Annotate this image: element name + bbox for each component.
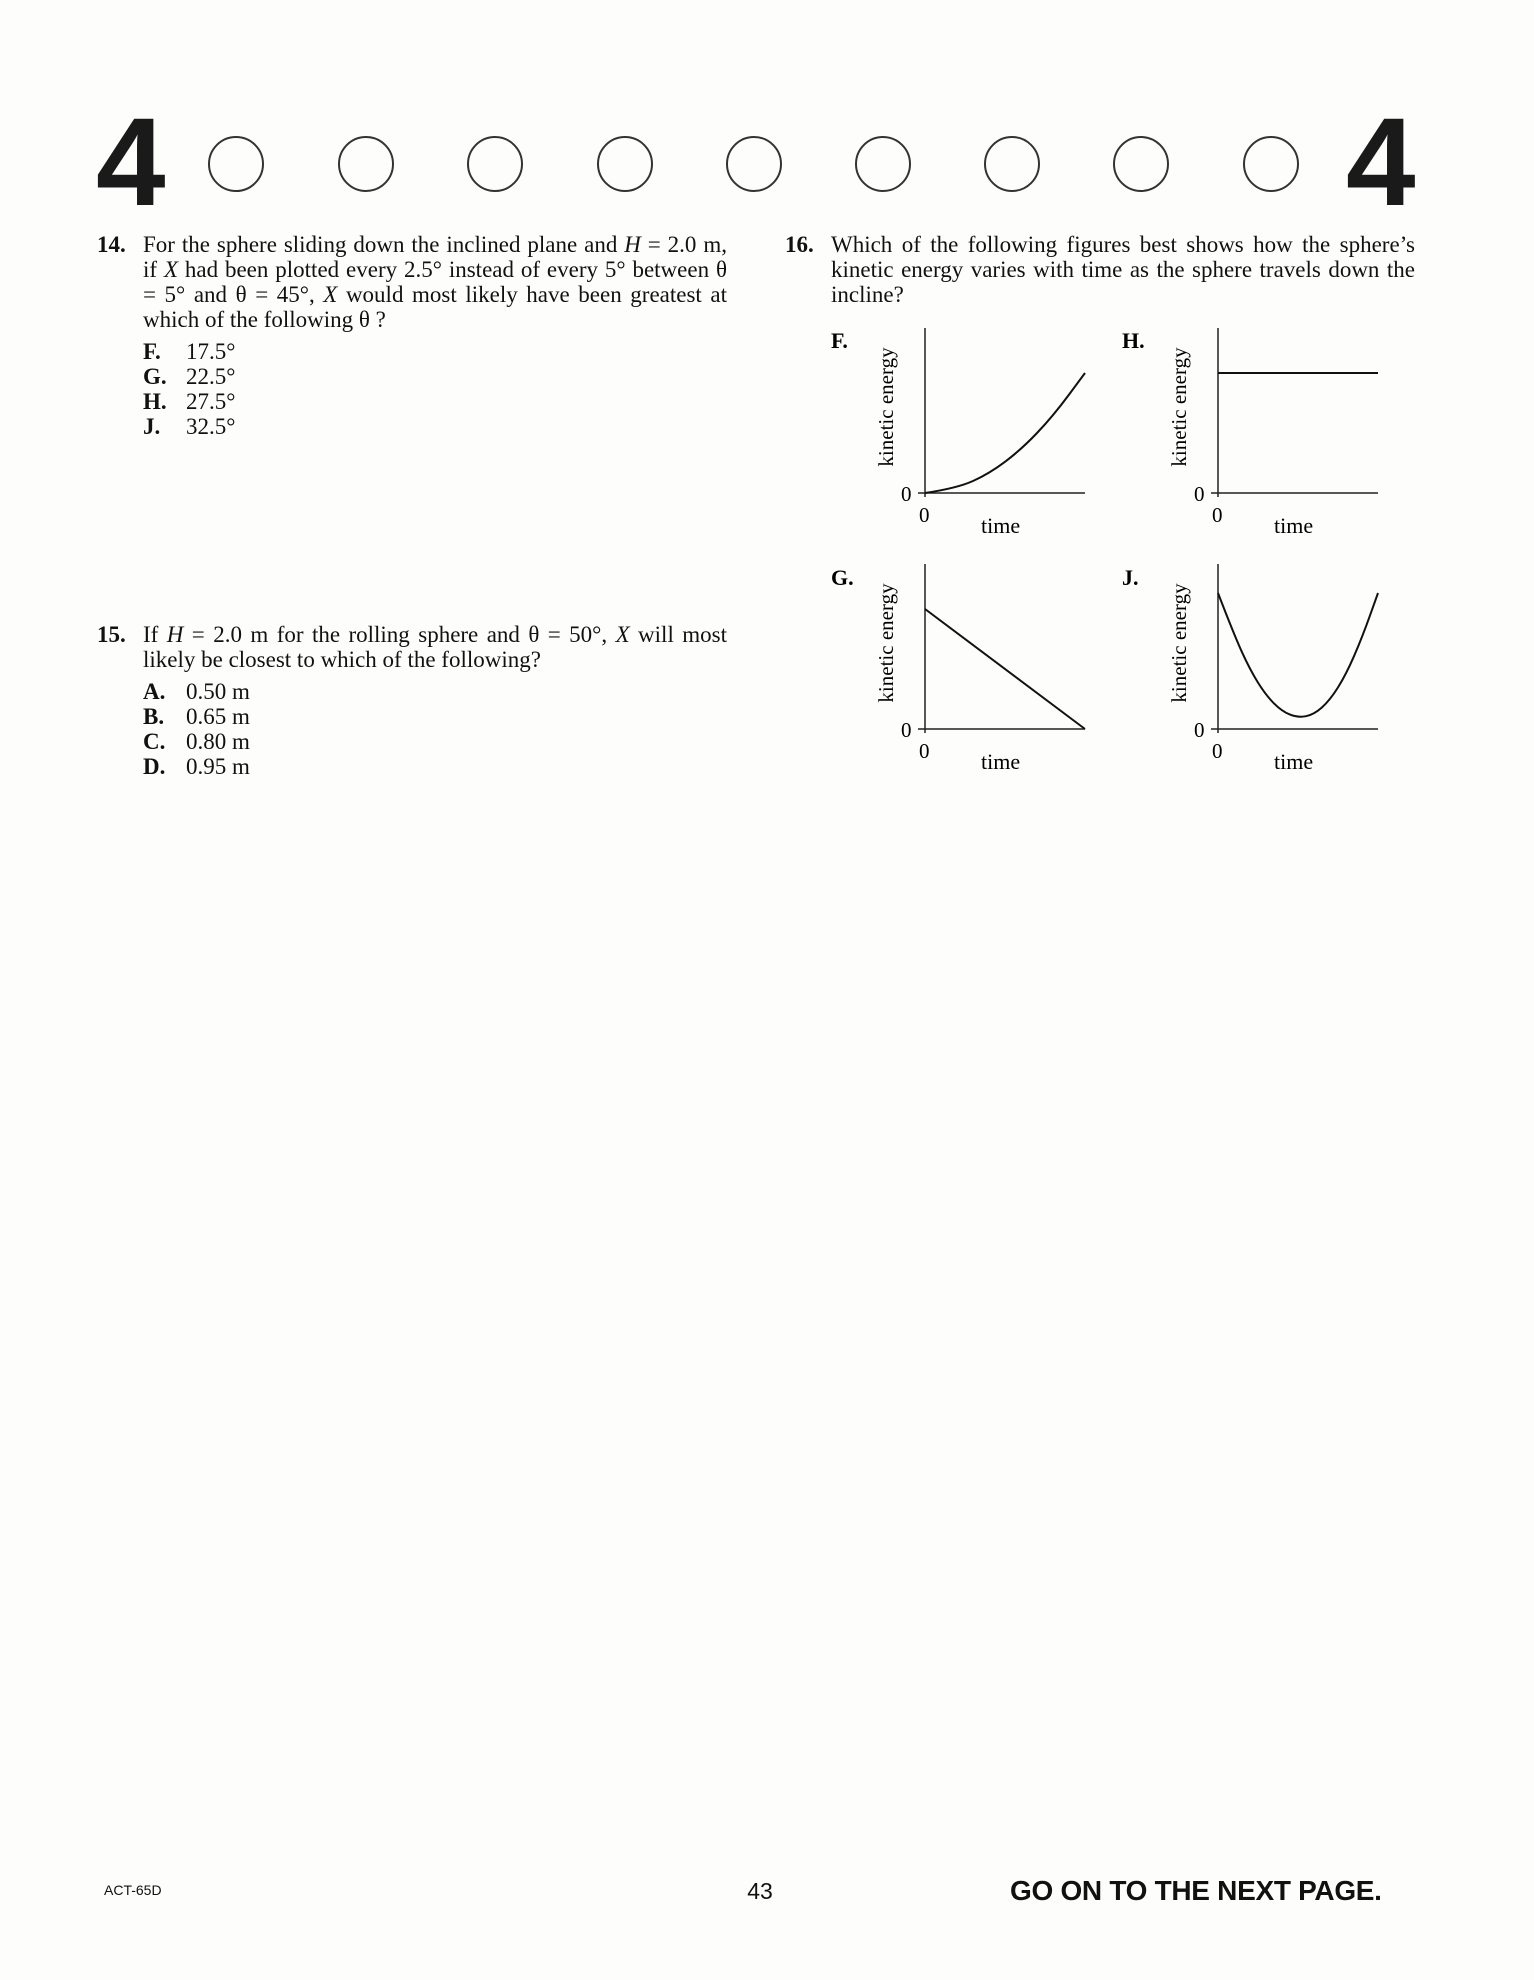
question-number: 16. xyxy=(785,232,814,257)
answer-graph-h[interactable] xyxy=(1122,328,1378,538)
x-axis-label: time xyxy=(981,513,1021,538)
section-number-right: 4 xyxy=(1346,93,1416,232)
x-origin-label: 0 xyxy=(919,739,930,763)
option-text: 17.5° xyxy=(186,339,236,364)
option-text: 32.5° xyxy=(186,414,236,439)
option-letter: C. xyxy=(143,729,166,754)
option-letter: A. xyxy=(143,679,166,704)
option-text: 22.5° xyxy=(186,364,236,389)
x-axis-label: time xyxy=(981,749,1021,774)
x-origin-label: 0 xyxy=(1212,739,1223,763)
option-text: 27.5° xyxy=(186,389,236,414)
x-origin-label: 0 xyxy=(919,503,930,527)
graph-option-letter: F. xyxy=(831,328,848,353)
go-to-next-page-text: GO ON TO THE NEXT PAGE. xyxy=(1010,1875,1382,1906)
option-text: 0.95 m xyxy=(186,754,250,779)
option-letter: G. xyxy=(143,364,167,389)
option-text: 0.80 m xyxy=(186,729,250,754)
option-letter: D. xyxy=(143,754,166,779)
data-line xyxy=(925,609,1085,729)
question-number: 15. xyxy=(97,622,126,647)
answer-graph-g[interactable] xyxy=(831,564,1085,774)
option-letter: J. xyxy=(143,414,161,439)
option-letter: B. xyxy=(143,704,165,729)
graph-option-letter: G. xyxy=(831,565,854,590)
answer-graph-j[interactable] xyxy=(1122,564,1378,774)
y-origin-label: 0 xyxy=(1194,718,1205,742)
option-letter: H. xyxy=(143,389,167,414)
question-number: 14. xyxy=(97,232,126,257)
graph-option-letter: J. xyxy=(1122,565,1139,590)
data-line xyxy=(1218,593,1378,717)
x-origin-label: 0 xyxy=(1212,503,1223,527)
y-origin-label: 0 xyxy=(901,718,912,742)
option-letter: F. xyxy=(143,339,161,364)
y-origin-label: 0 xyxy=(1194,482,1205,506)
y-axis-label: kinetic energy xyxy=(874,583,898,703)
y-axis-label: kinetic energy xyxy=(1167,583,1191,703)
y-axis-label: kinetic energy xyxy=(874,347,898,467)
y-axis-label: kinetic energy xyxy=(1167,347,1191,467)
test-form-code: ACT-65D xyxy=(104,1882,162,1898)
question-text: Which of the following figures best shows how the sphere’s kinetic energy varies with time as the sphere travels down the incline? xyxy=(831,232,1415,307)
answer-graph-f[interactable] xyxy=(831,328,1085,538)
option-text: 0.50 m xyxy=(186,679,250,704)
graph-option-letter: H. xyxy=(1122,328,1145,353)
x-axis-label: time xyxy=(1274,513,1314,538)
option-text: 0.65 m xyxy=(186,704,250,729)
question-text: If H = 2.0 m for the rolling sphere and θ = 50°, X will most likely be closest to which of the following? xyxy=(143,622,727,672)
page-number: 43 xyxy=(747,1878,773,1904)
data-line xyxy=(925,373,1085,493)
x-axis-label: time xyxy=(1274,749,1314,774)
section-number-left: 4 xyxy=(96,93,166,232)
y-origin-label: 0 xyxy=(901,482,912,506)
question-text: For the sphere sliding down the inclined plane and H = 2.0 m, if X had been plotted every 2.5° instead of every 5° between θ = 5° and θ = 45°, X would most likely have been greatest at which of the following θ ? xyxy=(143,232,727,332)
